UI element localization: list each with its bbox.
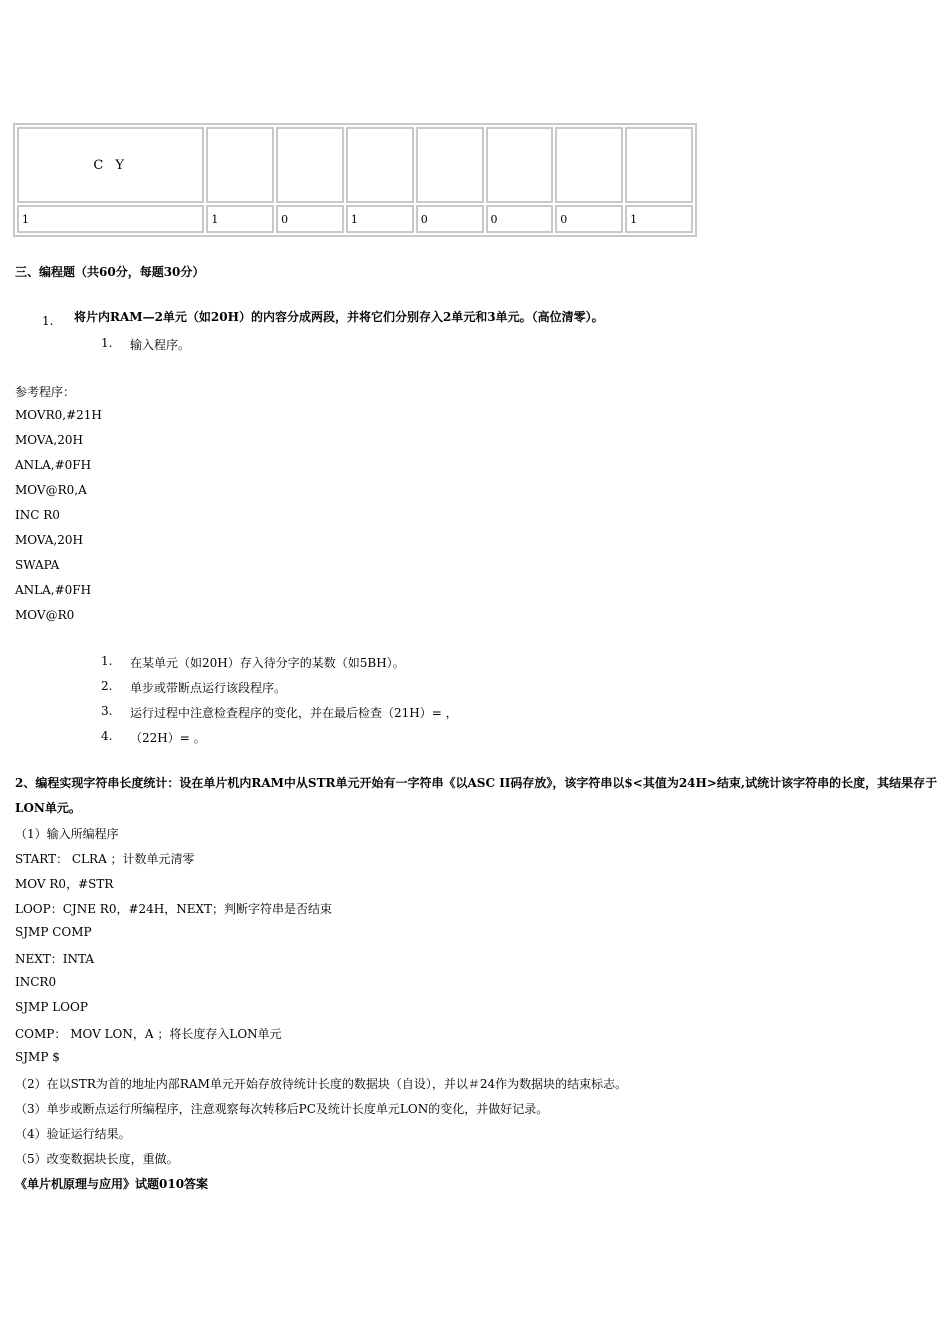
step-text: （22H）= 。 xyxy=(130,731,206,745)
code-line: NEXT：INTA xyxy=(15,952,95,966)
code-line: ANLA,#0FH xyxy=(15,583,92,597)
table-cell xyxy=(486,127,554,203)
code-line: MOV R0，#STR xyxy=(15,877,114,891)
code-line: START： CLRA ；计数单元清零 xyxy=(15,852,195,866)
question-number: 1. xyxy=(42,314,54,328)
table-cell: 1 xyxy=(17,205,204,233)
code-line: MOV@R0,A xyxy=(15,483,87,497)
section-title: 三、编程题（共60分，每题30分） xyxy=(15,265,205,279)
code-line: MOVA,20H xyxy=(15,433,83,447)
table-cell: C Y xyxy=(17,127,204,203)
table-cell xyxy=(206,127,274,203)
table-cell xyxy=(276,127,344,203)
step-text: 运行过程中注意检查程序的变化，并在最后检查（21H）= ， xyxy=(130,706,458,720)
table-cell: 0 xyxy=(555,205,623,233)
code-line: SWAPA xyxy=(15,558,60,572)
reference-label: 参考程序： xyxy=(15,385,76,399)
code-line: SJMP $ xyxy=(15,1050,60,1064)
footer-title: 《单片机原理与应用》试题010答案 xyxy=(15,1177,209,1191)
step-number: 1. xyxy=(101,654,113,668)
code-line: SJMP LOOP xyxy=(15,1000,88,1014)
code-line: MOVR0,#21H xyxy=(15,408,102,422)
question-text: 将片内RAM—2单元（如20H）的内容分成两段，并将它们分别存入2单元和3单元。（高位清零）。 xyxy=(74,310,604,324)
text-line: （1）输入所编程序 xyxy=(15,827,119,841)
table-cell: 1 xyxy=(346,205,414,233)
code-line: MOV@R0 xyxy=(15,608,75,622)
table-cell: 0 xyxy=(416,205,484,233)
code-line: ANLA,#0FH xyxy=(15,458,92,472)
text-line: （4）验证运行结果。 xyxy=(15,1127,131,1141)
text-line: （3）单步或断点运行所编程序，注意观察每次转移后PC及统计长度单元LON的变化，并做好记录。 xyxy=(15,1102,549,1116)
step-number: 1. xyxy=(101,336,113,350)
step-number: 3. xyxy=(101,704,113,718)
code-line: INCR0 xyxy=(15,975,57,989)
table-cell xyxy=(346,127,414,203)
code-line: LOOP：CJNE R0，#24H，NEXT；判断字符串是否结束 xyxy=(15,902,333,916)
step-text: 单步或带断点运行该段程序。 xyxy=(130,681,287,695)
cy-table xyxy=(13,123,697,237)
code-line: COMP： MOV LON，A ；将长度存入LON单元 xyxy=(15,1027,282,1041)
step-number: 4. xyxy=(101,729,113,743)
step-number: 2. xyxy=(101,679,113,693)
table-cell: 0 xyxy=(486,205,554,233)
question-2-title: 2、编程实现字符串长度统计：设在单片机内RAM中从STR单元开始有一字符串《以ASC II码存放》，该字符串以$<其值为24H>结束,试统计该字符串的长度，其结果存于LON单元。 xyxy=(15,776,938,815)
table-cell xyxy=(416,127,484,203)
table-cell: 0 xyxy=(276,205,344,233)
code-line: SJMP COMP xyxy=(15,925,92,939)
code-line: MOVA,20H xyxy=(15,533,83,547)
text-line: （5）改变数据块长度，重做。 xyxy=(15,1152,179,1166)
table-cell: 1 xyxy=(206,205,274,233)
step-text: 输入程序。 xyxy=(130,338,191,352)
text-line: （2）在以STR为首的地址内部RAM单元开始存放待统计长度的数据块（自设），并以＃24作为数据块的结束标志。 xyxy=(15,1077,628,1091)
table-cell xyxy=(625,127,693,203)
table-row xyxy=(17,205,693,233)
table-cell: 1 xyxy=(625,205,693,233)
table-row xyxy=(17,127,693,203)
table-cell xyxy=(555,127,623,203)
code-line: INC R0 xyxy=(15,508,60,522)
step-text: 在某单元（如20H）存入待分字的某数（如5BH）。 xyxy=(130,656,405,670)
